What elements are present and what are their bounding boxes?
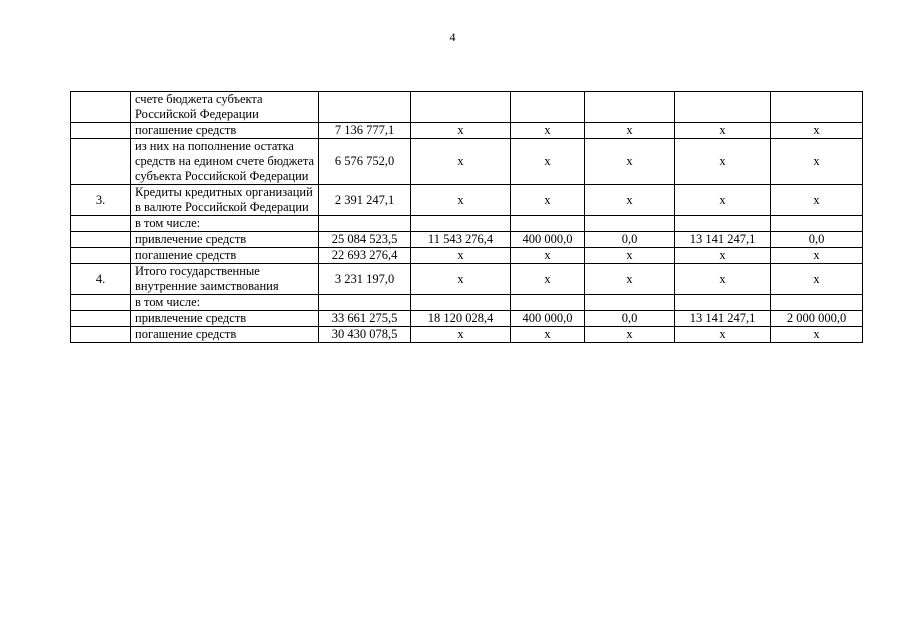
row-value: x <box>511 264 585 295</box>
row-value: x <box>675 139 771 185</box>
row-number <box>71 92 131 123</box>
row-value <box>511 295 585 311</box>
row-value <box>585 92 675 123</box>
row-value: x <box>411 123 511 139</box>
row-value: x <box>771 123 863 139</box>
page-number: 4 <box>449 30 456 44</box>
row-value: x <box>511 123 585 139</box>
table-row <box>71 123 863 139</box>
row-value <box>675 295 771 311</box>
row-value: x <box>411 248 511 264</box>
row-value <box>511 92 585 123</box>
row-value: 11 543 276,4 <box>411 232 511 248</box>
row-description: Итого государственные внутренние заимствования <box>131 264 319 295</box>
row-value: 2 000 000,0 <box>771 311 863 327</box>
row-total: 25 084 523,5 <box>319 232 411 248</box>
row-value <box>585 216 675 232</box>
row-total: 3 231 197,0 <box>319 264 411 295</box>
row-value: x <box>771 264 863 295</box>
row-total: 2 391 247,1 <box>319 185 411 216</box>
row-value: x <box>771 185 863 216</box>
table-row <box>71 92 863 123</box>
row-value: x <box>511 248 585 264</box>
row-description: погашение средств <box>131 248 319 264</box>
row-value <box>511 216 585 232</box>
table-row <box>71 264 863 295</box>
row-value: 18 120 028,4 <box>411 311 511 327</box>
row-value: x <box>511 327 585 343</box>
table-row <box>71 327 863 343</box>
row-total <box>319 92 411 123</box>
row-value: x <box>675 123 771 139</box>
row-number <box>71 139 131 185</box>
row-number <box>71 216 131 232</box>
row-total: 7 136 777,1 <box>319 123 411 139</box>
table-row <box>71 232 863 248</box>
row-description: погашение средств <box>131 123 319 139</box>
row-value: x <box>675 327 771 343</box>
row-value <box>675 216 771 232</box>
row-number <box>71 295 131 311</box>
table-row <box>71 185 863 216</box>
table-row <box>71 311 863 327</box>
row-value <box>771 216 863 232</box>
row-number: 4. <box>71 264 131 295</box>
table-row <box>71 216 863 232</box>
row-value: x <box>585 264 675 295</box>
borrowing-table <box>70 91 863 343</box>
row-total <box>319 295 411 311</box>
row-value <box>585 295 675 311</box>
row-description: в том числе: <box>131 216 319 232</box>
row-value: x <box>771 248 863 264</box>
row-description: привлечение средств <box>131 232 319 248</box>
row-value: x <box>411 139 511 185</box>
row-description: из них на пополнение остатка средств на едином счете бюджета субъекта Российской Федерации <box>131 139 319 185</box>
row-description: погашение средств <box>131 327 319 343</box>
row-value <box>771 92 863 123</box>
row-value: x <box>771 139 863 185</box>
row-number: 3. <box>71 185 131 216</box>
row-value: x <box>511 139 585 185</box>
row-total: 33 661 275,5 <box>319 311 411 327</box>
row-value: x <box>585 123 675 139</box>
table-row <box>71 295 863 311</box>
row-description: в том числе: <box>131 295 319 311</box>
row-value: x <box>675 185 771 216</box>
row-number <box>71 327 131 343</box>
row-value: 0,0 <box>771 232 863 248</box>
row-value: x <box>411 185 511 216</box>
row-number <box>71 311 131 327</box>
row-value <box>411 92 511 123</box>
row-total <box>319 216 411 232</box>
row-total: 6 576 752,0 <box>319 139 411 185</box>
row-number <box>71 232 131 248</box>
table-row <box>71 248 863 264</box>
row-description: счете бюджета субъекта Российской Федерации <box>131 92 319 123</box>
row-value: x <box>411 264 511 295</box>
row-value: x <box>585 139 675 185</box>
row-value: 13 141 247,1 <box>675 232 771 248</box>
row-number <box>71 123 131 139</box>
row-value: 400 000,0 <box>511 311 585 327</box>
row-value: x <box>411 327 511 343</box>
row-value: x <box>675 264 771 295</box>
row-value <box>675 92 771 123</box>
row-total: 30 430 078,5 <box>319 327 411 343</box>
row-value: x <box>675 248 771 264</box>
row-value <box>411 216 511 232</box>
row-value: x <box>585 327 675 343</box>
row-description: Кредиты кредитных организаций в валюте Российской Федерации <box>131 185 319 216</box>
row-value: 0,0 <box>585 232 675 248</box>
row-value: 400 000,0 <box>511 232 585 248</box>
row-number <box>71 248 131 264</box>
table-row <box>71 139 863 185</box>
row-value: x <box>771 327 863 343</box>
row-total: 22 693 276,4 <box>319 248 411 264</box>
row-value: 13 141 247,1 <box>675 311 771 327</box>
row-value <box>771 295 863 311</box>
row-value: x <box>585 248 675 264</box>
row-value: 0,0 <box>585 311 675 327</box>
row-value <box>411 295 511 311</box>
row-value: x <box>585 185 675 216</box>
row-description: привлечение средств <box>131 311 319 327</box>
row-value: x <box>511 185 585 216</box>
